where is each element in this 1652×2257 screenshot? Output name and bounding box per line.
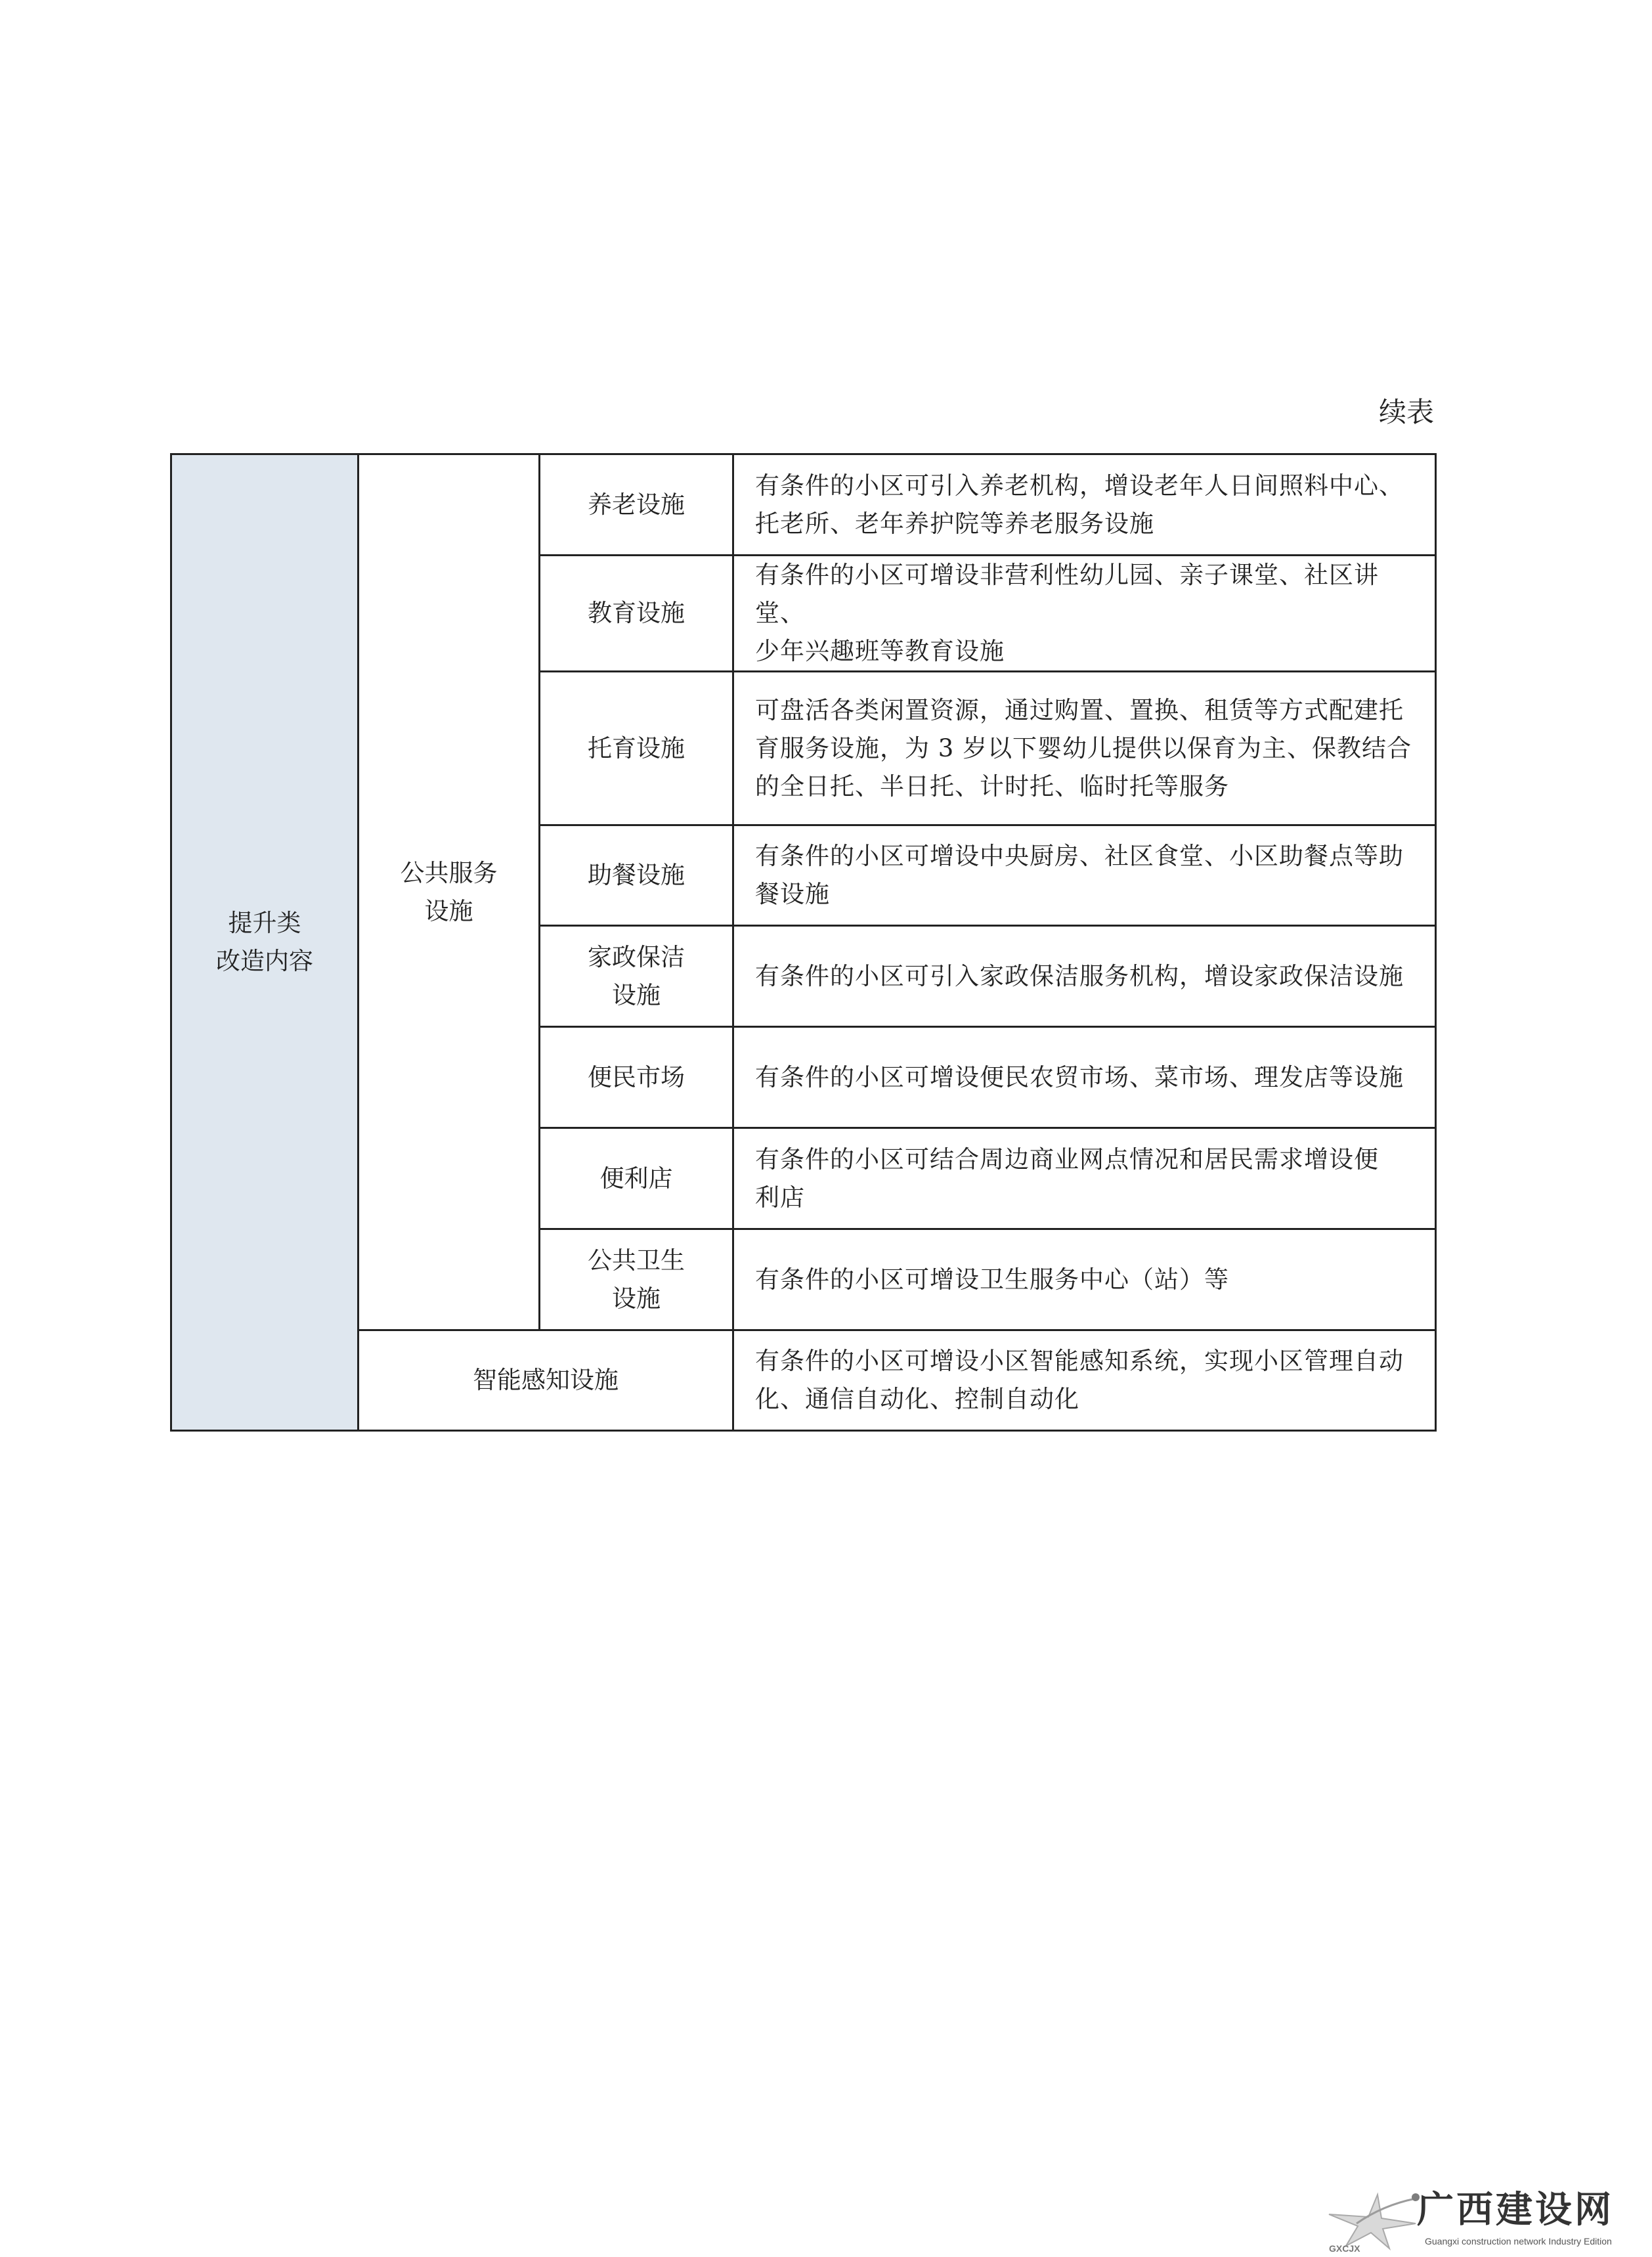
description-cell [733, 1128, 1436, 1229]
description-cell [733, 1027, 1436, 1128]
subcategory-cell [359, 454, 540, 1330]
description-text: 有条件的小区可结合周边商业网点情况和居民需求增设便 利店 [755, 1145, 1379, 1212]
item-label: 养老设施 [588, 490, 685, 519]
description-text: 有条件的小区可增设卫生服务中心（站）等 [755, 1265, 1229, 1294]
item-label: 便民市场 [588, 1063, 685, 1091]
logo-subtitle: Guangxi construction network Industry Edition [1425, 2236, 1612, 2246]
item-cell [540, 1128, 733, 1229]
continued-label: 续表 [1379, 396, 1435, 428]
description-text: 可盘活各类闲置资源，通过购置、置换、租赁等方式配建托 育服务设施，为 3 岁以下婴幼儿提供以保育为主、保教结合 的全日托、半日托、计时托、临时托等服务 [755, 695, 1412, 800]
table-row [171, 454, 1436, 556]
item-cell [540, 926, 733, 1027]
description-cell [733, 556, 1436, 672]
standalone-item-cell [359, 1330, 733, 1431]
category-cell [171, 454, 359, 1431]
description-cell [733, 926, 1436, 1027]
item-cell [540, 825, 733, 926]
item-cell [540, 556, 733, 672]
item-label: 托育设施 [588, 734, 685, 762]
item-cell [540, 672, 733, 825]
description-cell [733, 825, 1436, 926]
renovation-content-table [170, 453, 1437, 1432]
item-cell [540, 454, 733, 556]
logo-name: 广西建设网 [1417, 2188, 1614, 2231]
item-label: 助餐设施 [588, 861, 685, 889]
description-text: 有条件的小区可引入家政保洁服务机构，增设家政保洁设施 [755, 961, 1404, 990]
description-text: 有条件的小区可增设便民农贸市场、菜市场、理发店等设施 [755, 1063, 1404, 1091]
subcategory-label: 公共服务 设施 [400, 858, 498, 925]
description-text: 有条件的小区可增设小区智能感知系统，实现小区管理自动 化、通信自动化、控制自动化 [755, 1347, 1404, 1413]
description-text: 有条件的小区可增设中央厨房、社区食堂、小区助餐点等助 餐设施 [755, 842, 1404, 908]
table-row [171, 1330, 1436, 1431]
logo-mark-text: GXCJX [1329, 2243, 1360, 2254]
category-label: 提升类 改造内容 [216, 909, 313, 975]
item-label: 家政保洁 设施 [588, 942, 685, 1009]
item-label: 公共卫生 设施 [588, 1246, 685, 1313]
star-logo-icon [1317, 2185, 1422, 2254]
description-text: 有条件的小区可增设非营利性幼儿园、亲子课堂、社区讲堂、 少年兴趣班等教育设施 [755, 561, 1379, 665]
item-cell [540, 1229, 733, 1330]
description-cell [733, 1229, 1436, 1330]
description-cell [733, 1330, 1436, 1431]
item-cell [540, 1027, 733, 1128]
item-label: 教育设施 [588, 599, 685, 627]
description-text: 有条件的小区可引入养老机构，增设老年人日间照料中心、 托老所、老年养护院等养老服务设施 [755, 471, 1404, 538]
item-label: 智能感知设施 [473, 1366, 619, 1394]
description-cell [733, 672, 1436, 825]
site-logo [1317, 2185, 1645, 2254]
description-cell [733, 454, 1436, 556]
item-label: 便利店 [599, 1164, 673, 1193]
